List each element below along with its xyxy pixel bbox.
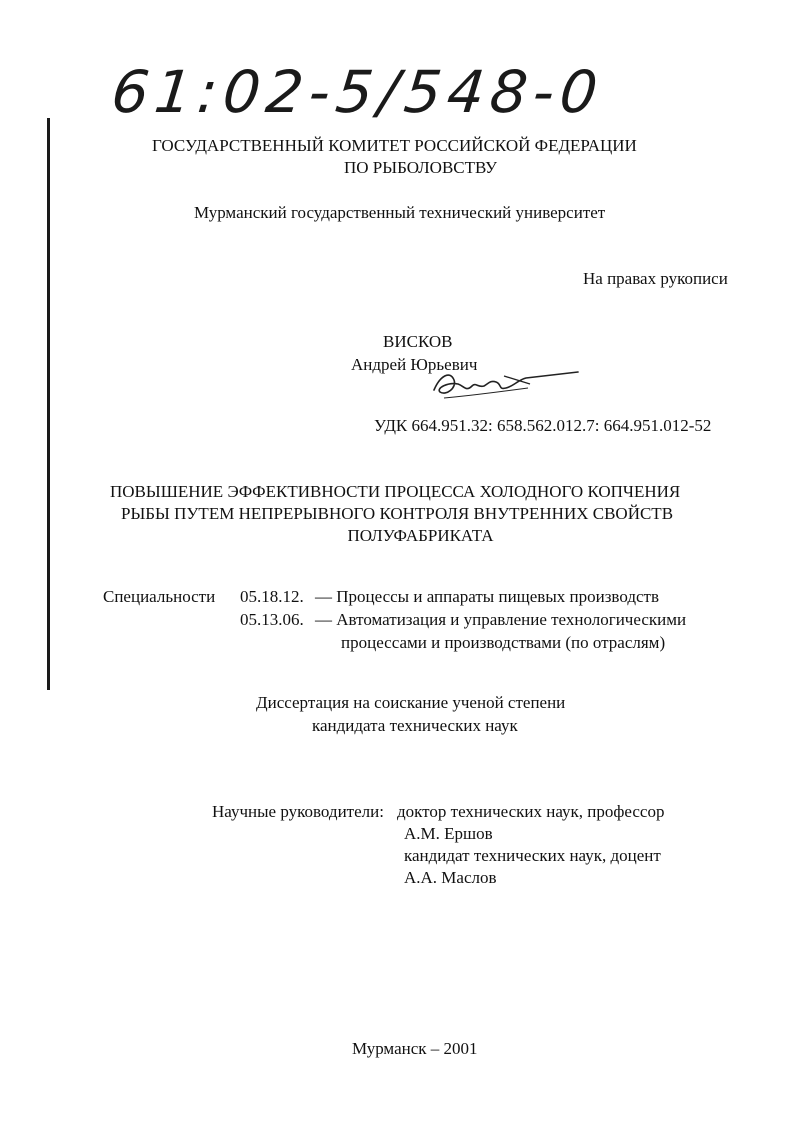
title-line-1: ПОВЫШЕНИЕ ЭФФЕКТИВНОСТИ ПРОЦЕССА ХОЛОДНОГО КОПЧЕНИЯ bbox=[110, 482, 681, 501]
supervisor-name: А.М. Ершов bbox=[404, 824, 493, 843]
title-line-2: РЫБЫ ПУТЕМ НЕПРЕРЫВНОГО КОНТРОЛЯ ВНУТРЕННИХ СВОЙСТВ bbox=[121, 504, 674, 523]
udc-code: УДК 664.951.32: 658.562.012.7: 664.951.012-52 bbox=[374, 416, 712, 435]
rights-note: На правах рукописи bbox=[583, 269, 728, 288]
supervisors-label: Научные руководители: bbox=[212, 802, 384, 821]
dissertation-line-2: кандидата технических наук bbox=[312, 716, 518, 735]
author-name: Андрей Юрьевич bbox=[351, 355, 478, 374]
supervisor-degree: доктор технических наук, профессор bbox=[397, 802, 665, 821]
committee-line-2: ПО РЫБОЛОВСТВУ bbox=[343, 158, 498, 177]
title-line-3: ПОЛУФАБРИКАТА bbox=[347, 526, 494, 545]
specialty-code: 05.18.12. bbox=[240, 587, 304, 606]
specialty-text-continuation: процессами и производствами (по отраслям) bbox=[341, 633, 666, 652]
supervisor-name: А.А. Маслов bbox=[404, 868, 497, 887]
specialty-code: 05.13.06. bbox=[240, 610, 304, 629]
specialty-text: — Автоматизация и управление технологическими bbox=[315, 610, 687, 629]
university-name: Мурманский государственный технический университет bbox=[194, 203, 606, 222]
supervisor-degree: кандидат технических наук, доцент bbox=[404, 846, 661, 865]
author-signature bbox=[428, 362, 588, 406]
specialties-label: Специальности bbox=[103, 587, 216, 606]
margin-scan-line bbox=[47, 118, 50, 690]
author-surname: ВИСКОВ bbox=[383, 332, 453, 351]
dissertation-line-1: Диссертация на соискание ученой степени bbox=[256, 693, 566, 712]
city-year: Мурманск – 2001 bbox=[352, 1039, 478, 1058]
handwritten-archive-number: 61:02-5/548-0 bbox=[108, 58, 607, 126]
specialty-text: — Процессы и аппараты пищевых производств bbox=[315, 587, 659, 606]
committee-line-1: ГОСУДАРСТВЕННЫЙ КОМИТЕТ РОССИЙСКОЙ ФЕДЕРАЦИИ bbox=[152, 136, 637, 155]
